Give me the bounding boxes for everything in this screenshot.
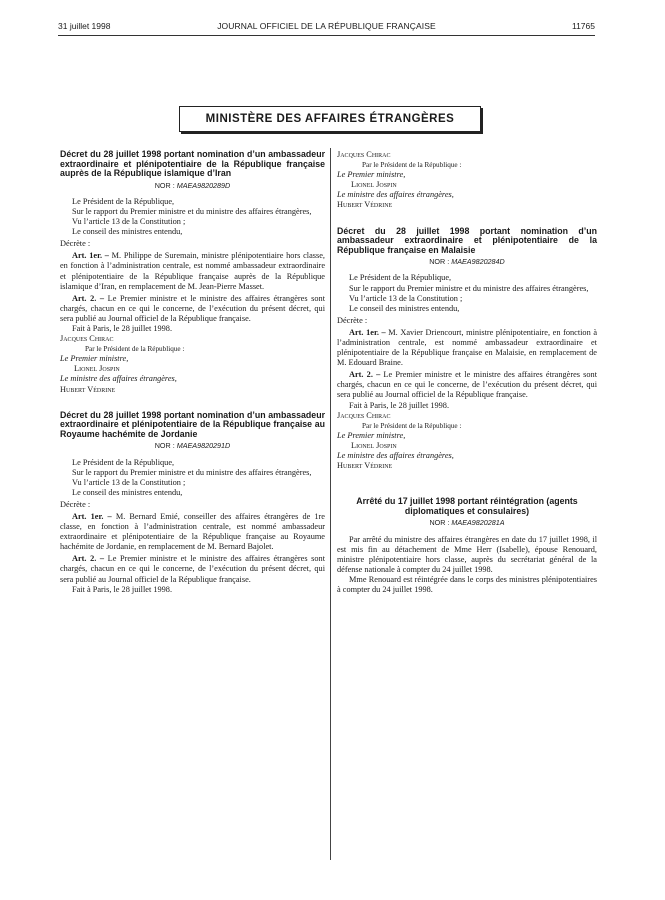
arrete-title: Arrêté du 17 juillet 1998 portant réintégration (agents diplomatiques et consulaires) (356, 496, 578, 516)
nor-code: MAEA9820289D (176, 180, 231, 190)
signature-president: Jacques Chirac (337, 410, 391, 420)
signature-minister-name: Hubert Védrine (337, 461, 393, 471)
preamble-line: Le Président de la République, (72, 196, 175, 206)
done-at-line: Fait à Paris, le 28 juillet 1998. (72, 324, 173, 333)
article-2 (60, 554, 325, 584)
signature-by-president: Par le Président de la République : (362, 161, 462, 170)
preamble-line: Vu l’article 13 de la Constitution ; (72, 477, 186, 487)
header-page-number: 11765 (571, 21, 595, 31)
preamble-line: Le conseil des ministres entendu, (72, 227, 183, 237)
preamble-line: Le Président de la République, (72, 457, 175, 467)
signature-minister-name: Hubert Védrine (60, 384, 116, 394)
article-text: M. Bernard Emié, conseiller des affaires étrangères de 1re classe, en fonction à l’administration centrale, est nommé ambassadeur extraordinaire et plénipotentiaire de la République française au Royaume hachémite de Jordanie, en remplacement de M. Bernard Bajolet. (60, 512, 325, 552)
nor-reference: NOR : MAEA9820291D (154, 441, 231, 451)
preamble-line: Vu l’article 13 de la Constitution ; (349, 293, 463, 303)
running-header (58, 21, 595, 36)
decrete-line: Décrète : (60, 239, 91, 249)
article-text: Le Premier ministre et le ministre des affaires étrangères sont chargés, chacun en ce qui le concerne, de l’exécution du présent décret, qui sera publié au Journal officiel de la République française. (60, 554, 326, 584)
decree-title: Décret du 28 juillet 1998 portant nomination d’un ambassadeur extraordinaire et plénipotentiaire de la République française en Malaisie (337, 225, 597, 255)
preamble-line: Le conseil des ministres entendu, (349, 303, 460, 313)
decree-jordanie (60, 411, 325, 595)
done-at-line: Fait à Paris, le 28 juillet 1998. (72, 584, 173, 594)
signature-by-president: Par le Président de la République : (85, 345, 185, 354)
nor-reference: NOR : MAEA9820284D (429, 257, 505, 267)
arrete-reintegration (337, 497, 597, 595)
nor-reference: NOR : MAEA9820289D (154, 180, 231, 190)
article-2 (60, 294, 325, 324)
article-label: Art. 1er. – (72, 251, 109, 261)
preamble-line: Vu l’article 13 de la Constitution ; (72, 217, 186, 227)
decree-malaisie (337, 227, 597, 472)
left-column (60, 150, 325, 595)
signature-pm-title: Le Premier ministre, (60, 354, 129, 364)
preamble-line: Sur le rapport du Premier ministre et du ministre des affaires étrangères, (72, 467, 312, 477)
article-text: Le Premier ministre et le ministre des affaires étrangères sont chargés, chacun en ce qui le concerne, de l’exécution du présent décret, qui sera publié au Journal officiel de la République française. (337, 370, 598, 400)
signature-minister-title: Le ministre des affaires étrangères, (60, 374, 177, 384)
signature-minister-title: Le ministre des affaires étrangères, (337, 451, 454, 461)
signature-pm-name: Lionel Jospin (351, 180, 397, 190)
article-label: Art. 2. – (349, 370, 381, 380)
article-label: Art. 1er. – (72, 512, 112, 521)
signature-by-president: Par le Président de la République : (362, 421, 462, 430)
signature-pm-name: Lionel Jospin (74, 364, 120, 374)
signatures-jordanie (337, 150, 597, 211)
signature-pm-name: Lionel Jospin (351, 440, 397, 450)
signature-president: Jacques Chirac (337, 150, 391, 159)
article-1 (337, 328, 597, 368)
preamble-line: Sur le rapport du Premier ministre et du ministre des affaires étrangères, (349, 283, 589, 293)
signature-president: Jacques Chirac (60, 334, 114, 344)
signature-minister-title: Le ministre des affaires étrangères, (337, 190, 454, 200)
article-text: M. Philippe de Suremain, ministre plénipotentiaire hors classe, en fonction à l’administration centrale, est nommé ambassadeur extraordinaire et plénipotentiaire de la République française auprès de la République islamique d’Iran, en remplacement de M. Jean-Pierre Masset. (60, 251, 325, 291)
article-1 (60, 251, 325, 291)
decrete-line: Décrète : (60, 499, 91, 509)
article-label: Art. 2. – (72, 293, 105, 303)
article-label: Art. 1er. – (349, 327, 386, 337)
preamble-line: Sur le rapport du Premier ministre et du ministre des affaires étrangères, (72, 206, 312, 216)
decrete-line: Décrète : (337, 315, 368, 325)
done-at-line: Fait à Paris, le 28 juillet 1998. (349, 400, 450, 410)
signature-pm-title: Le Premier ministre, (337, 170, 406, 180)
article-text: M. Xavier Driencourt, ministre plénipotentiaire, en fonction à l’administration centrale, est nommé ambassadeur extraordinaire et plénipotentiaire de la République française en Malaisie, en remplacement de M. Edouard Braine. (337, 327, 598, 368)
decree-title: Décret du 28 juillet 1998 portant nomination d’un ambassadeur extraordinaire et plénipotentiaire de la République française au Royaume hachémite de Jordanie (60, 409, 325, 439)
preamble-line: Le conseil des ministres entendu, (72, 487, 183, 497)
decree-title: Décret du 28 juillet 1998 portant nomination d’un ambassadeur extraordinaire et plénipotentiaire de la République française auprès de la République islamique d’Iran (60, 149, 325, 179)
nor-code: MAEA9820291D (176, 441, 231, 451)
nor-code: MAEA9820284D (451, 257, 505, 267)
preamble-line: Le Président de la République, (349, 273, 452, 283)
nor-reference: NOR : MAEA9820281A (429, 518, 505, 528)
ministry-heading: MINISTÈRE DES AFFAIRES ÉTRANGÈRES (179, 106, 481, 132)
article-1 (60, 512, 325, 552)
signature-minister-name: Hubert Védrine (337, 200, 393, 210)
header-date: 31 juillet 1998 (58, 21, 111, 31)
arrete-paragraph: Mme Renouard est réintégrée dans le corps des ministres plénipotentiaires à compter du 24 juillet 1998. (337, 574, 597, 594)
arrete-paragraph: Par arrêté du ministre des affaires étrangères en date du 17 juillet 1998, il est mis fin au détachement de Mme Herr (Isabelle), épouse Renouard, ministre plénipotentiaire hors classe, auprès du secrétariat général de la défense nationale à compter du 24 juillet 1998. (337, 534, 597, 574)
nor-code: MAEA9820281A (451, 518, 505, 528)
signature-pm-title: Le Premier ministre, (337, 430, 406, 440)
article-label: Art. 2. – (72, 554, 105, 564)
column-divider (330, 148, 331, 860)
article-2 (337, 370, 597, 400)
decree-iran (60, 150, 325, 395)
right-column (337, 150, 597, 595)
header-journal-title: JOURNAL OFFICIEL DE LA RÉPUBLIQUE FRANÇAISE (217, 21, 436, 31)
article-text: Le Premier ministre et le ministre des affaires étrangères sont chargés, chacun en ce qui le concerne, de l’exécution du présent décret, qui sera publié au Journal officiel de la République française. (60, 293, 326, 323)
